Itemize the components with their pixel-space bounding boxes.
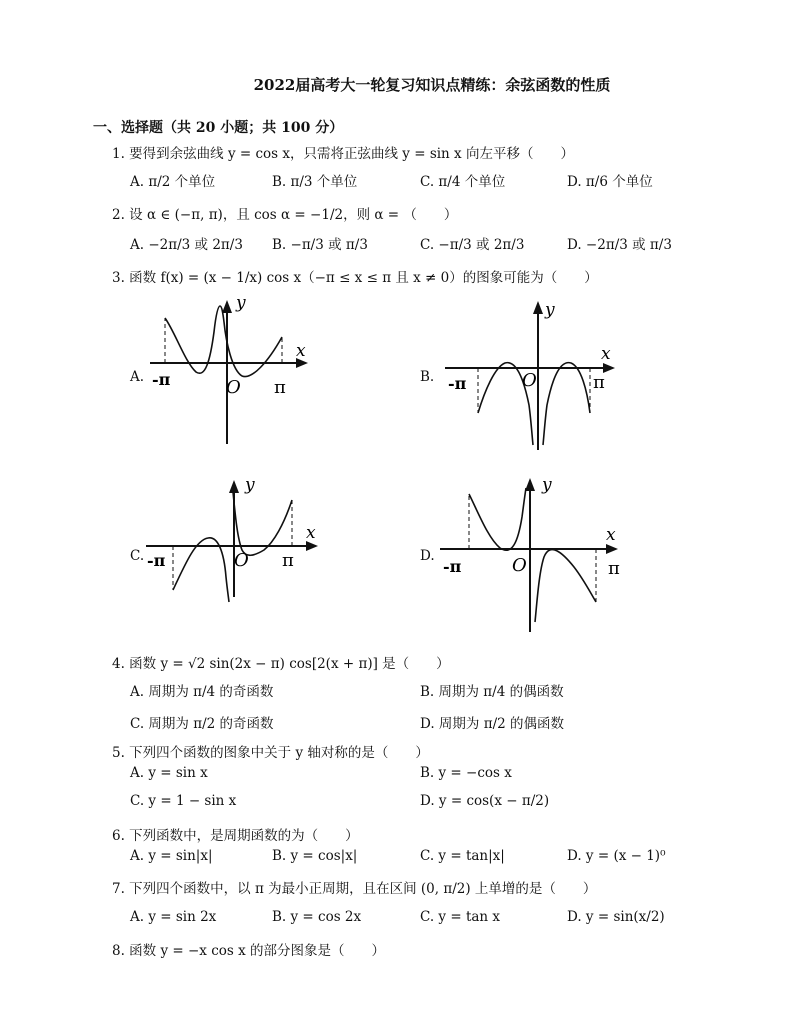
- graph-a-y-label: y: [236, 293, 246, 313]
- q7-option-b[interactable]: B. y = cos 2x: [272, 909, 362, 925]
- q1-option-d[interactable]: D. π/6 个单位: [567, 174, 653, 190]
- q1-option-b[interactable]: B. π/3 个单位: [272, 174, 358, 190]
- graph-b-pi: π: [593, 372, 605, 393]
- q3-option-b[interactable]: B.: [420, 369, 435, 385]
- graph-a-pi: π: [274, 377, 286, 398]
- q5-option-d[interactable]: D. y = cos(x − π/2): [420, 793, 550, 809]
- q2-option-c[interactable]: C. −π/3 或 2π/3: [420, 237, 525, 253]
- question-6-stem: 6. 下列函数中，是周期函数的为（ ）: [112, 828, 359, 844]
- graph-a-x-label: x: [296, 341, 306, 361]
- q6-option-a[interactable]: A. y = sin|x|: [130, 848, 213, 864]
- q5-option-b[interactable]: B. y = −cos x: [420, 765, 512, 781]
- graph-c-neg-pi: -π: [147, 551, 166, 570]
- q7-option-d[interactable]: D. y = sin(x/2): [567, 909, 665, 925]
- question-2-stem: 2. 设 α ∈ (−π, π)，且 cos α = −1/2，则 α = （ ）: [112, 207, 458, 223]
- question-4-stem: 4. 函数 y = √2 sin(2x − π) cos[2(x + π)] 是（ ）: [112, 656, 450, 672]
- q2-option-a[interactable]: A. −2π/3 或 2π/3: [130, 237, 243, 253]
- graph-option-c: [146, 472, 326, 632]
- q3-option-a[interactable]: A.: [130, 369, 145, 385]
- question-3-stem: 3. 函数 f(x) = (x − 1/x) cos x（−π ≤ x ≤ π 且 x ≠ 0）的图象可能为（ ）: [112, 270, 598, 286]
- graph-d-pi: π: [608, 558, 620, 579]
- graph-b-y-label: y: [545, 300, 555, 320]
- q6-option-d[interactable]: D. y = (x − 1)⁰: [567, 848, 666, 864]
- graph-a-neg-pi: -π: [152, 370, 171, 389]
- section-heading: 一、选择题（共 20 小题；共 100 分）: [93, 120, 344, 136]
- graph-a-origin: O: [226, 377, 241, 398]
- graph-b-origin: O: [522, 370, 537, 391]
- graph-c-x-label: x: [306, 523, 316, 543]
- q2-option-b[interactable]: B. −π/3 或 π/3: [272, 237, 368, 253]
- graph-option-d: [440, 472, 630, 632]
- question-8-stem: 8. 函数 y = −x cos x 的部分图象是（ ）: [112, 943, 386, 959]
- q3-option-d[interactable]: D.: [420, 548, 435, 564]
- q4-option-c[interactable]: C. 周期为 π/2 的奇函数: [130, 716, 274, 732]
- q2-option-d[interactable]: D. −2π/3 或 π/3: [567, 237, 672, 253]
- graph-b-neg-pi: -π: [448, 374, 467, 393]
- graph-c-y-label: y: [245, 475, 255, 495]
- q7-option-a[interactable]: A. y = sin 2x: [130, 909, 217, 925]
- q5-option-a[interactable]: A. y = sin x: [130, 765, 208, 781]
- q5-option-c[interactable]: C. y = 1 − sin x: [130, 793, 237, 809]
- graph-d-x-label: x: [606, 525, 616, 545]
- question-7-stem: 7. 下列四个函数中，以 π 为最小正周期，且在区间 (0, π/2) 上单增的是（ ）: [112, 881, 597, 897]
- graph-d-y-label: y: [542, 475, 552, 495]
- question-1-stem: 1. 要得到余弦曲线 y = cos x，只需将正弦曲线 y = sin x 向左平移（ ）: [112, 146, 574, 162]
- q1-option-c[interactable]: C. π/4 个单位: [420, 174, 506, 190]
- q7-option-c[interactable]: C. y = tan x: [420, 909, 501, 925]
- graph-d-origin: O: [512, 555, 527, 576]
- page-title: 2022届高考大一轮复习知识点精练：余弦函数的性质: [253, 76, 611, 94]
- graph-option-b: [445, 295, 620, 450]
- graph-d-neg-pi: -π: [443, 557, 462, 576]
- q4-option-d[interactable]: D. 周期为 π/2 的偶函数: [420, 716, 565, 732]
- q6-option-c[interactable]: C. y = tan|x|: [420, 848, 505, 864]
- graph-b-x-label: x: [601, 344, 611, 364]
- q1-option-a[interactable]: A. π/2 个单位: [130, 174, 216, 190]
- q4-option-a[interactable]: A. 周期为 π/4 的奇函数: [130, 684, 274, 700]
- question-5-stem: 5. 下列四个函数的图象中关于 y 轴对称的是（ ）: [112, 745, 429, 761]
- graph-option-a: [150, 292, 315, 444]
- q6-option-b[interactable]: B. y = cos|x|: [272, 848, 358, 864]
- graph-c-origin: O: [234, 550, 249, 571]
- graph-c-pi: π: [282, 550, 294, 571]
- q3-option-c[interactable]: C.: [130, 548, 145, 564]
- q4-option-b[interactable]: B. 周期为 π/4 的偶函数: [420, 684, 564, 700]
